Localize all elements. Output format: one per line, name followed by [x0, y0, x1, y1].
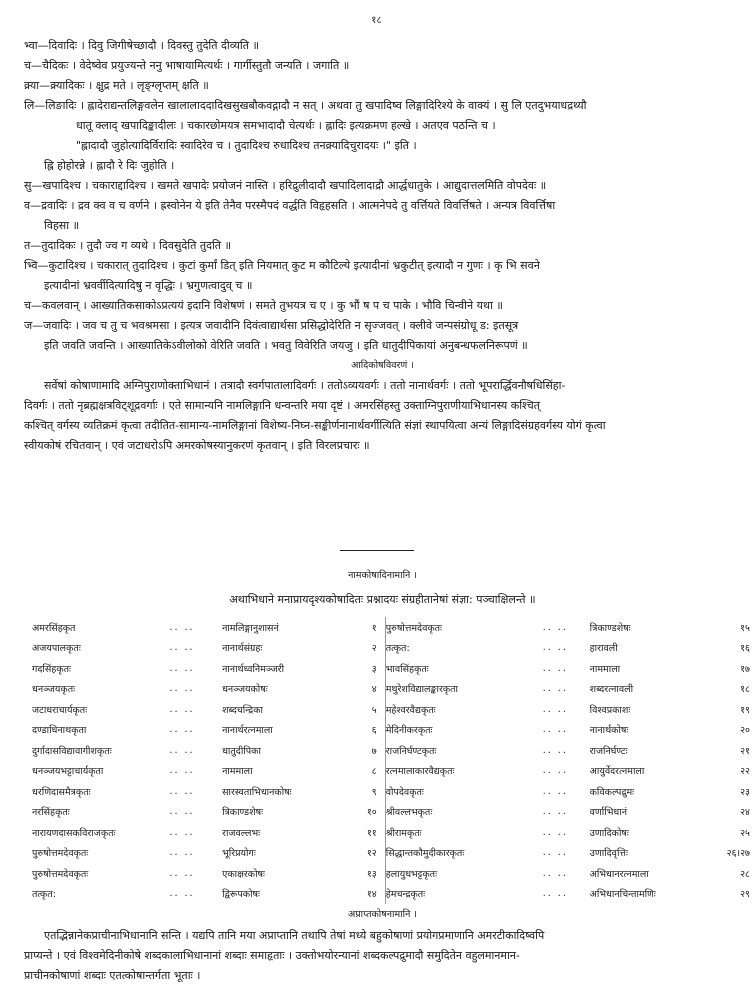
- lexicon-author: पुरुषोत्तमदेवकृतः: [32, 868, 89, 880]
- entry-number: २: [371, 643, 377, 655]
- lexicon-title: एकाक्षरकोषः: [222, 868, 265, 880]
- entry-number: १९: [740, 704, 750, 716]
- table-row: [32, 863, 750, 884]
- lexicon-title: नानार्थकोषः: [589, 725, 629, 737]
- lexicon-title: राजनिर्घण्टः: [589, 745, 628, 757]
- lexicon-title: अभिधानरत्नमाला: [589, 868, 649, 880]
- lexicon-title: नाममाला: [589, 663, 621, 675]
- entry-number: २६।२७: [726, 848, 750, 860]
- dot-leader: .. ..: [169, 806, 195, 818]
- lexicon-title: द्विरूपकोषः: [222, 889, 260, 901]
- text-line: प्राचीनकोषाणां शब्दाः एतत्कोषान्तर्गता भूताः ।: [24, 969, 201, 982]
- lexicon-author: हलायुधभट्टकृतः: [385, 863, 521, 884]
- entry-number: ५: [371, 704, 377, 716]
- lexicon-author: महेश्वरवैद्यकृतः: [385, 699, 521, 720]
- lexicon-author: दुर्गादासविद्यावागीशकृतः: [32, 745, 112, 757]
- table-row: [32, 802, 750, 823]
- lexicon-author: नारायणदासकविराजकृतः: [32, 827, 116, 839]
- dot-leader: .. ..: [169, 642, 195, 654]
- entry-number: १२: [366, 848, 377, 860]
- lexicon-author: धनञ्जयकृतः: [32, 684, 76, 696]
- entry-number: १७: [740, 663, 750, 675]
- lexicon-author: नरसिंहकृतः: [32, 807, 70, 819]
- entry-number: ६: [371, 725, 377, 737]
- entry-number: ३: [371, 663, 377, 675]
- lexicon-author: वोपदेवकृतः: [385, 781, 521, 802]
- lexicon-title: नाममाला: [222, 766, 253, 778]
- lexicon-author: दण्डाधिनाथकृता: [32, 725, 87, 737]
- lexicon-author: श्रीवल्लभकृतः: [385, 802, 521, 823]
- dhatu-notes: [24, 36, 741, 456]
- section-heading: आदिकोषविवरणं ।: [351, 360, 414, 371]
- lexicon-author: सिद्धान्तकौमुदीकारकृतः: [385, 843, 521, 864]
- entry-number: ८: [371, 766, 377, 778]
- table-row: [32, 617, 750, 638]
- lexicon-author: तत्कृत:: [385, 638, 521, 659]
- dot-leader: .. ..: [169, 826, 195, 838]
- text-line: इति जवति जवन्ति । आख्यातिकेऽवीलोको वेरिति जवति । भवतु विवेरिति जयजु । इति धातुदीपिकायां अनुबन्धफलनिरूपणं ॥: [44, 339, 528, 352]
- lexicon-title: शब्दचन्द्रिका: [222, 704, 263, 716]
- lexicon-author: धनञ्जयभट्टाचार्यकृता: [32, 766, 104, 778]
- text-line: सु—खपादिश्च । चकाराद्दादिश्च । खमते खपादेः प्रयोजनं नास्ति । हरिद्रुलीदादौ खपादिलादाद्रौ आर्द्धधातुके । आद्युदात्तलमिति वोपदेवः ॥: [24, 179, 547, 192]
- table-row: [32, 658, 750, 679]
- text-line: एतद्भिन्नानेकप्राचीनाभिधानानि सन्ति । यद्यपि तानि मया अप्राप्तानि तथापि तेषां मध्ये बहुकोषाणां प्रयोगप्रमाणानि अमरटीकादिष्वपि: [44, 929, 545, 942]
- dot-leader: .. ..: [169, 744, 195, 756]
- lexicon-author: रत्नमालाकारवैद्यकृतः: [385, 761, 521, 782]
- lexicon-author: पुरुषोत्तमदेवकृतः: [385, 617, 521, 638]
- lexicon-title: भूरिप्रयोगः: [222, 848, 256, 860]
- lexicon-author: तत्कृत:: [32, 889, 56, 901]
- table-row: [32, 638, 750, 659]
- table-row: [32, 884, 750, 905]
- entry-number: २४: [740, 807, 750, 819]
- table-row: [32, 740, 750, 761]
- lexicon-title: शब्दरत्नावली: [589, 684, 634, 696]
- text-line: "ह्लादादौ जुहोत्यादिर्विरादिः स्वादिरेव च । तुदादिश्च रुधादिश्च तनक्र्यादिचुरादयः ।" इति ।: [76, 139, 417, 152]
- lexicon-title: धनञ्जयकोषः: [222, 684, 268, 696]
- lexicon-title: अभिधानचिन्तामणिः: [589, 889, 656, 901]
- text-line: च—चैदिकः । वेदेष्वेव प्रयुज्यन्ते ननु भाषायामित्यर्थः । गार्गीस्तुतौ जन्यति । जगाति ॥: [24, 59, 350, 72]
- dot-leader: .. ..: [542, 867, 568, 879]
- lexicon-author: धरणिदासमैत्रकृतः: [32, 786, 91, 798]
- table-row: [32, 781, 750, 802]
- entry-number: १०: [366, 807, 377, 819]
- entry-number: १६: [740, 643, 750, 655]
- table-row: [32, 679, 750, 700]
- dot-leader: .. ..: [542, 826, 568, 838]
- entry-number: २३: [740, 786, 750, 798]
- entry-number: २२: [740, 766, 750, 778]
- text-line: भ्वा—दिवादिः । दिवु जिगीषेच्छादौ । दिवस्तु तुदेति दीव्यति ॥: [24, 39, 260, 52]
- text-line: भ्वि—कुटादिश्च । चकारात् तुदादिश्च । कुटां कुर्मां डित् इति नियमात् कुट म कौटिल्ये इत्यादीनां भ्रकुटीत् इत्यादौ न गुणः । कृ भि सवने: [24, 259, 540, 272]
- text-line: प्राप्यन्ते । एवं विश्वमेदिनीकोषे शब्दकालाभिधानानां शब्दाः समाहृताः । उक्तोभयोरन्यानां शब्दकल्पद्रुमादौ समुदितेन वहुलमानमान-: [24, 949, 520, 962]
- dot-leader: .. ..: [169, 662, 195, 674]
- dot-leader: .. ..: [169, 847, 195, 859]
- lexicon-title: आयुर्वेदरत्नमाला: [589, 766, 645, 778]
- lexicon-title: नानार्थसंग्रहः: [222, 643, 263, 655]
- lexicon-title: कविकल्पद्रुमः: [589, 786, 635, 798]
- text-line: त—तुदादिकः । तुदौ ज्व ग व्यथे । दिवसुदेति तुदति ॥: [24, 239, 232, 252]
- lexicon-title: वर्णाभिधानं: [589, 807, 627, 819]
- dot-leader: .. ..: [169, 888, 195, 900]
- closing-paragraph: [24, 926, 741, 986]
- dot-leader: .. ..: [542, 847, 568, 859]
- text-line: कश्चित् वर्गस्य व्यतिक्रमं कृत्वा तदीतित-सामान्य-नामलिङ्गानां विशेष्य-निघ्न-सङ्कीर्णनानार्थवर्गीत्यिति संज्ञां स्थापयित्वा अन्यं लिङ्गादिसंग्रहवर्गस्य योगं कृत्वा: [24, 419, 606, 432]
- entry-number: ११: [366, 827, 377, 839]
- lexicon-title: हारावली: [589, 643, 618, 655]
- lexicon-title: विश्वप्रकाशः: [589, 704, 631, 716]
- lexicon-title: उणादिवृत्तिः: [589, 848, 628, 860]
- text-line: दिवर्गः । ततो नृब्रह्मक्षत्रविट्शूद्रवर्गाः । एते सामान्यनि नामलिङ्गानि धन्वन्तरि मया दृष्टं । अमरसिंहस्तु उक्ताग्निपुराणीयाभिधानस्य कश्चित्: [24, 399, 540, 412]
- list-subheading: अथाभिधाने मनाप्रायदृश्यकोषादितः प्रश्नादयः संग्रहीतानेषां संज्ञा: पञ्चाक्षिलन्ते ॥: [229, 593, 536, 606]
- text-line: च—कवलवान् । आख्यातिकसाकोऽप्रत्ययं इदानि विशेषणं । समते तुभयत्र च ए । कु भौं ष प च पाके । भौवि चिन्वीने यथा ॥: [24, 299, 503, 312]
- dot-leader: .. ..: [169, 765, 195, 777]
- lexicon-title: सारस्वताभिधानकोषः: [222, 786, 292, 798]
- lexicon-title: उणादिकोषः: [589, 827, 629, 839]
- dot-leader: .. ..: [169, 621, 195, 633]
- text-line: ज—जवादिः । जव च तु च भवश्रमसा । इत्यत्र जवादीनि दिवंत्वाद्यार्थसा प्रसिद्धोदेरिति न सृज्जवत् । क्लीवे जन्पसंग्रोधू ड: इतसूत्र: [24, 319, 519, 332]
- dot-leader: .. ..: [542, 642, 568, 654]
- page-number: १८: [371, 15, 382, 26]
- other-heading: अप्राप्तकोषनामानि ।: [348, 909, 417, 920]
- lexicon-author: हेमचन्द्रकृतः: [385, 884, 521, 905]
- dot-leader: .. ..: [542, 724, 568, 736]
- divider: [340, 550, 414, 551]
- lexicon-title: त्रिकाण्डशेषः: [589, 622, 631, 634]
- text-line: इत्यादीनां भ्रवर्वीदित्यादिषु न वृद्धिः । भ्रगुणत्वादुव् च ॥: [44, 279, 253, 292]
- dot-leader: .. ..: [542, 744, 568, 756]
- lexicon-title: नामलिङ्गानुशासनं: [222, 622, 279, 634]
- table-row: [32, 761, 750, 782]
- lexicon-title: राजवल्लभः: [222, 827, 261, 839]
- text-line: ह्लि होहोरन्ने । ह्लादौ रे दिः जुहोति ।: [44, 159, 175, 172]
- table-row: [32, 720, 750, 741]
- entry-number: ९: [371, 786, 377, 798]
- dot-leader: .. ..: [542, 806, 568, 818]
- dot-leader: .. ..: [169, 785, 195, 797]
- dot-leader: .. ..: [169, 683, 195, 695]
- dot-leader: .. ..: [542, 765, 568, 777]
- lexicon-title: नानार्थरत्नमाला: [222, 725, 273, 737]
- text-line: धातू क्लाद् खपादिङ्कादीलः । चकारछोमयत्र समभादादौ चेत्यर्थः । ह्लादिः इत्यक्रमण हल्खे । अतएव पठन्ति च ।: [76, 119, 496, 132]
- text-line: व—द्रवादिः । द्रव क्व व च वर्णने । ह्रस्वोनेन ये इति तेनैव परस्मैपदं वर्द्धति विहृहसति । आत्मनेपदे तु वर्त्तियते विवर्त्तिषते । अन्यत्र विवर्त्तिषा: [24, 199, 556, 212]
- entry-number: १४: [366, 889, 377, 901]
- dot-leader: .. ..: [542, 621, 568, 633]
- table-row: [32, 699, 750, 720]
- dot-leader: .. ..: [542, 662, 568, 674]
- lexicon-title: धातुदीपिका: [222, 745, 261, 757]
- text-line: लि—लिङादिः । ह्लादेराद्यन्तलिङ्गवलेन खालालाददादिखसुखबौकवद्गादौ न सत् । अथवा तु खपादिष्व लिङ्गादिरिश्ये के वाक्यं । सु लि एतदुभयाधद्रथ्यौ: [24, 99, 587, 112]
- lexicon-author: पुरुषोत्तमदेवकृतः: [32, 848, 89, 860]
- dot-leader: .. ..: [542, 683, 568, 695]
- entry-number: १३: [366, 868, 377, 880]
- entry-number: २५: [740, 827, 750, 839]
- text-line: क्र्या—क्र्यादिकः । क्षुद्र मते । लृङ्ग्लृप्तम् क्षति ॥: [24, 79, 209, 92]
- table-row: [32, 822, 750, 843]
- entry-number: ७: [371, 745, 377, 757]
- lexicon-author: मथुरेशविद्यालङ्कारकृता: [385, 679, 521, 700]
- lexicon-author: राजनिर्घण्टकृतः: [385, 740, 521, 761]
- entry-number: २८: [740, 868, 750, 880]
- lexicon-title: नानार्थध्वनिमञ्जरी: [222, 663, 285, 675]
- text-line: स्वीयकोषं रचितवान् । एवं जटाधरोऽपि अमरकोषस्यानुकरणं कृतवान् । इति विरलप्रचारः ॥: [24, 439, 370, 452]
- text-line: सर्वेषां कोषाणामादि अग्निपुराणोक्ताभिधानं । तत्रादौ स्वर्गपातालादिवर्गः । ततोऽव्ययवर्गः । ततो नानार्थवर्गः । ततो भूपरार्द्धिवनौषधिसिंहा-: [44, 379, 566, 392]
- lexicon-author: श्रीरामकृतः: [385, 822, 521, 843]
- dot-leader: .. ..: [169, 703, 195, 715]
- lexicon-author: जटाधराचार्यकृतः: [32, 704, 88, 716]
- lexicon-author: भावसिंहकृतः: [385, 658, 521, 679]
- entry-number: २१: [740, 745, 750, 757]
- entry-number: ४: [371, 684, 377, 696]
- lexicon-author: मेदिनीकरकृतः: [385, 720, 521, 741]
- lexicon-title: त्रिकाण्डशेषः: [222, 807, 264, 819]
- lexicon-author: अमरसिंहकृत: [32, 622, 76, 634]
- text-line: विहसा ॥: [44, 219, 80, 232]
- dot-leader: .. ..: [169, 724, 195, 736]
- entry-number: १: [371, 622, 377, 634]
- dot-leader: .. ..: [169, 867, 195, 879]
- entry-number: १५: [740, 622, 750, 634]
- lexicon-author: गदसिंहकृतः: [32, 663, 71, 675]
- entry-number: १८: [740, 684, 750, 696]
- dot-leader: .. ..: [542, 785, 568, 797]
- entry-number: २०: [740, 725, 750, 737]
- table-row: [32, 843, 750, 864]
- dot-leader: .. ..: [542, 888, 568, 900]
- dot-leader: .. ..: [542, 703, 568, 715]
- lexicon-author: अजयपालकृतः: [32, 643, 81, 655]
- list-heading: नामकोषादिनामानि ।: [348, 570, 417, 581]
- lexicon-table: [32, 617, 750, 904]
- entry-number: २९: [740, 889, 750, 901]
